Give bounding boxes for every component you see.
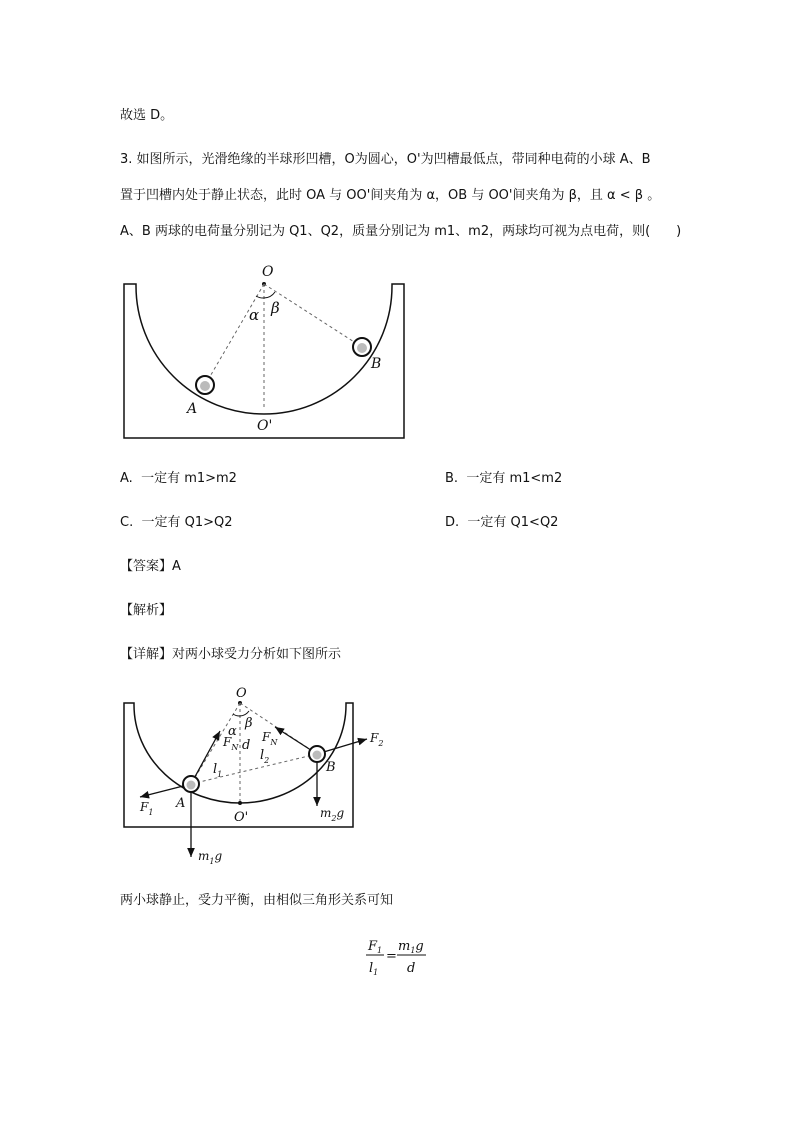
analysis-label: 【解析】 <box>120 603 173 618</box>
label-O: O <box>262 264 274 280</box>
formula-num-left: $F_1$ <box>368 939 383 955</box>
label-beta: β <box>271 299 280 317</box>
question-line-2: 置于凹槽内处于静止状态，此时 OA 与 OO'间夹角为 α，OB 与 OO'间夹角为 β，且 α < β 。 <box>120 188 661 203</box>
label-A-2: A <box>176 796 186 811</box>
option-A[interactable]: A. 一定有 m1>m2 <box>120 471 237 486</box>
question-line-3: A、B 两球的电荷量分别记为 Q1、Q2，质量分别记为 m1、m2，两球均可视为点电荷，则( ) <box>120 224 682 239</box>
label-O-prime-2: O' <box>234 810 249 825</box>
formula-num-right: $m_1g$ <box>398 939 424 955</box>
label-m1g: $m_1g$ <box>198 849 223 866</box>
label-B: B <box>371 356 382 372</box>
label-F2: $F_2$ <box>370 731 384 748</box>
question-text-1: 如图所示，光滑绝缘的半球形凹槽，O为圆心，O'为凹槽最低点，带同种电荷的小球 A、B <box>136 152 651 167</box>
label-A: A <box>187 401 198 417</box>
detail-text: 【详解】对两小球受力分析如下图所示 <box>120 647 342 662</box>
question-number: 3. <box>120 152 133 167</box>
option-C[interactable]: C. 一定有 Q1>Q2 <box>120 515 233 530</box>
label-O-2: O <box>236 686 247 701</box>
option-B[interactable]: B. 一定有 m1<m2 <box>445 471 563 486</box>
formula-den-right: d <box>407 961 416 976</box>
label-l2: $l_2$ <box>260 748 270 765</box>
formula-den-left: $l_1$ <box>369 961 379 977</box>
formula-equals: = <box>386 949 397 964</box>
label-m2g: $m_2g$ <box>320 806 345 823</box>
conclusion-text: 两小球静止，受力平衡，由相似三角形关系可知 <box>120 893 394 908</box>
label-d: d <box>242 738 251 753</box>
answer: 【答案】A <box>120 559 181 574</box>
label-FN-B: $F_N$ <box>262 730 278 747</box>
label-alpha-2: α <box>228 724 237 739</box>
label-O-prime: O' <box>257 418 273 434</box>
label-FN-A: $F_N$ <box>223 735 239 752</box>
label-B-2: B <box>326 760 336 775</box>
previous-conclusion: 故选 D。 <box>120 108 174 123</box>
option-D[interactable]: D. 一定有 Q1<Q2 <box>445 515 559 530</box>
label-l1: $l_1$ <box>213 762 223 779</box>
label-beta-2: β <box>245 716 253 731</box>
label-alpha: α <box>249 306 260 324</box>
label-F1: $F_1$ <box>140 800 154 817</box>
